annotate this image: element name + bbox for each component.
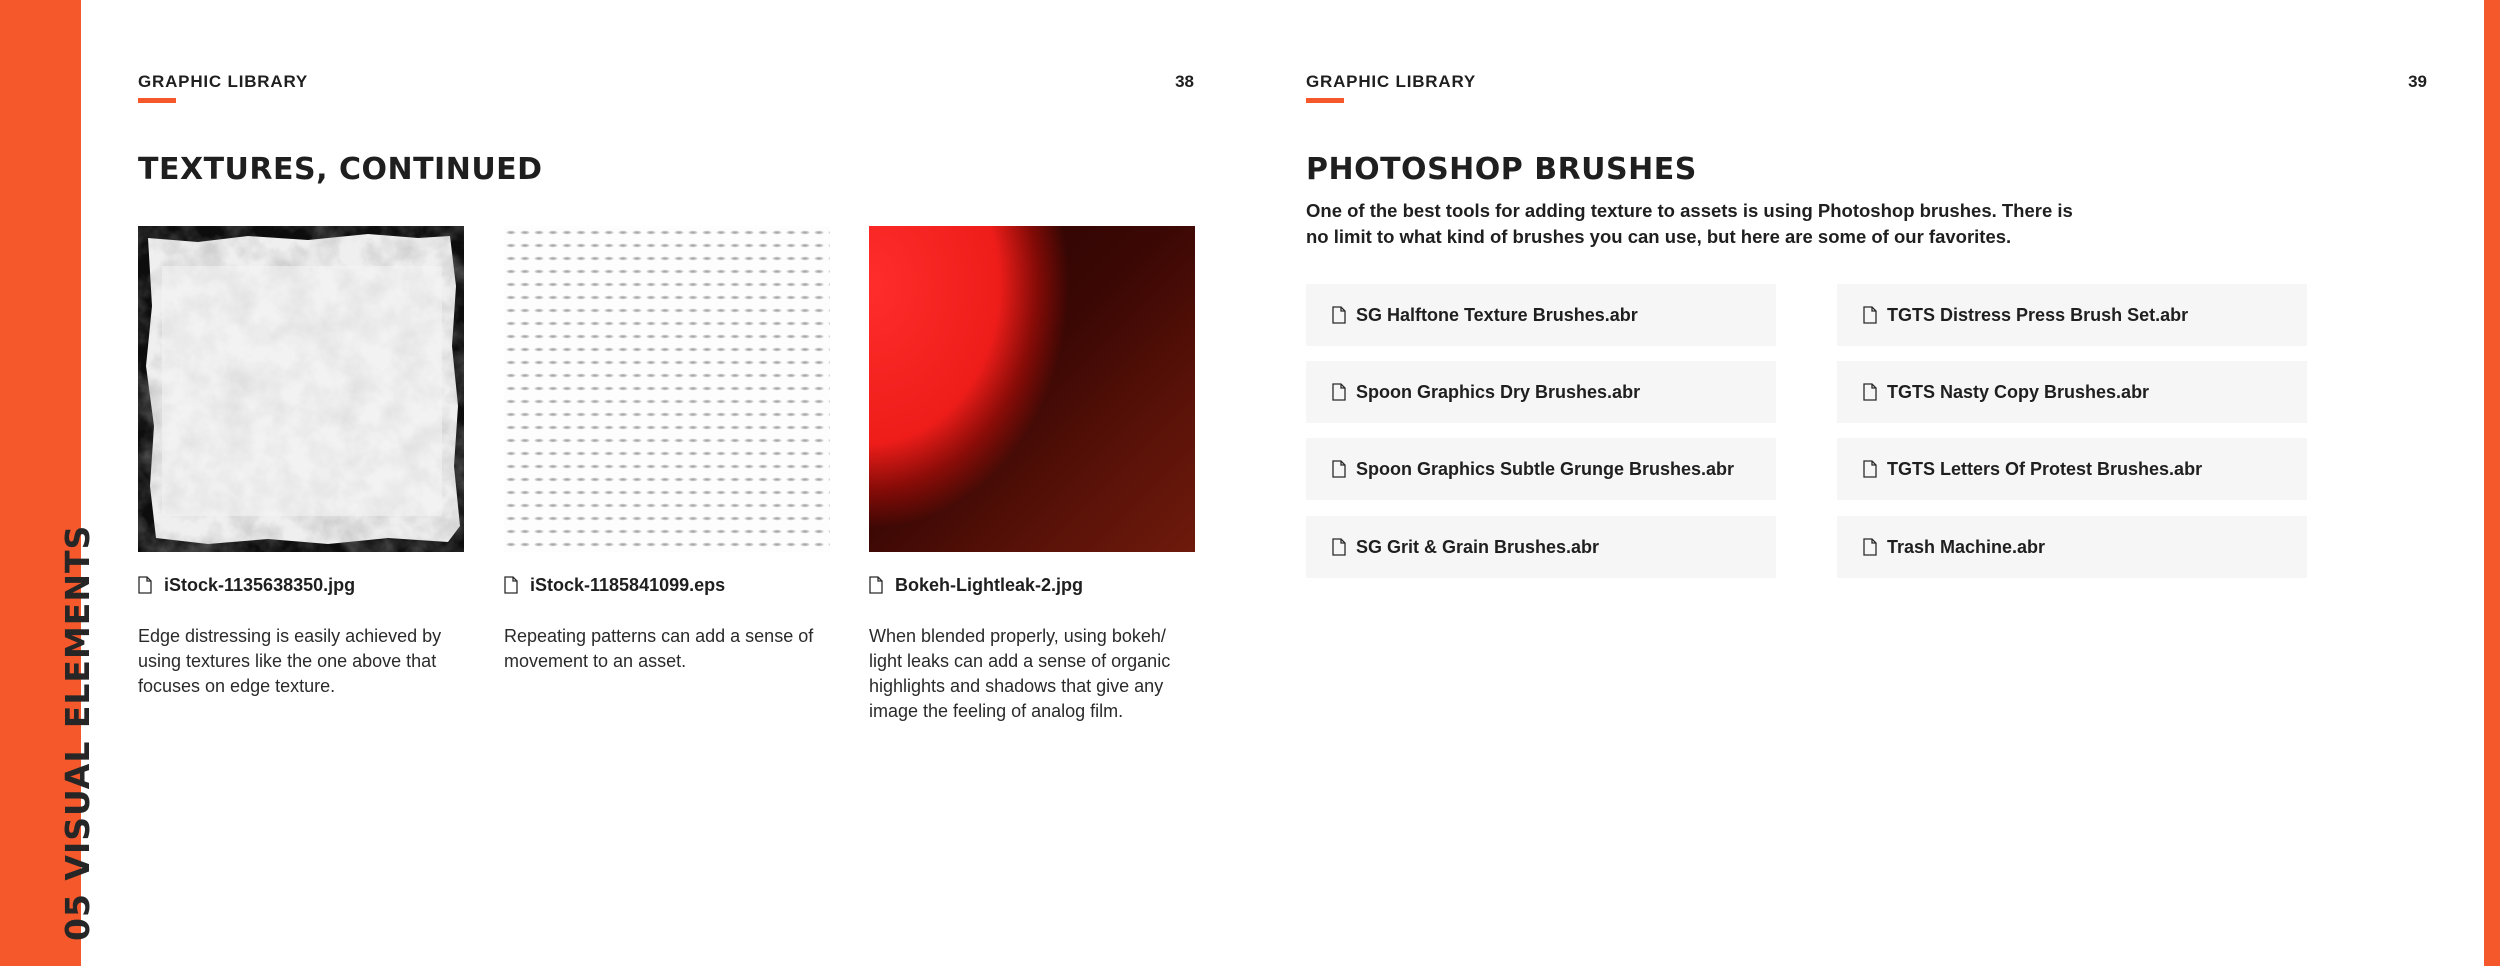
section-title: PHOTOSHOP BRUSHES [1306,152,1697,187]
header-rule [1306,98,1344,103]
file-name: iStock-1135638350.jpg [164,574,356,595]
file-row[interactable] [504,574,830,596]
brush-file-name: SG Grit & Grain Brushes.abr [1356,536,1600,557]
grunge-texture-image [138,226,464,552]
file-icon [138,576,152,594]
brush-file-item[interactable] [1837,516,2307,578]
bokeh-lightleak-image [869,226,1195,552]
brush-file-name: TGTS Distress Press Brush Set.abr [1887,304,2189,325]
brush-file-item[interactable] [1306,284,1776,346]
texture-description: Repeating patterns can add a sense of movement to an asset. [504,626,814,671]
brush-file-name: TGTS Nasty Copy Brushes.abr [1887,381,2150,402]
right-edge-bar [2484,0,2500,966]
file-icon [1332,306,1346,324]
file-row[interactable] [138,574,464,596]
header-rule [138,98,176,103]
file-name: iStock-1185841099.eps [530,574,726,595]
brush-file-name: TGTS Letters Of Protest Brushes.abr [1887,458,2203,479]
brush-file-item[interactable] [1306,361,1776,423]
header-title: GRAPHIC LIBRARY [138,72,309,91]
page-number: 38 [1175,72,1194,91]
file-icon [1863,306,1877,324]
brush-file-name: Trash Machine.abr [1887,536,2046,557]
file-icon [504,576,518,594]
texture-card [138,226,464,699]
brush-file-name: SG Halftone Texture Brushes.abr [1356,304,1638,325]
texture-description: When blended properly, using bokeh/ light leaks can add a sense of organic highlights and shadows that give any image the feeling of analog film. [869,626,1171,721]
file-icon [1863,383,1877,401]
file-icon [1863,460,1877,478]
brush-file-item[interactable] [1837,438,2307,500]
brush-file-item[interactable] [1306,516,1776,578]
file-name: Bokeh-Lightleak-2.jpg [895,574,1084,595]
brush-file-item[interactable] [1306,438,1776,500]
texture-description: Edge distressing is easily achieved by using textures like the one above that focuses on edge texture. [138,626,442,696]
brush-file-name: Spoon Graphics Subtle Grunge Brushes.abr [1356,458,1735,479]
texture-card [504,226,830,674]
page-header [1306,72,2427,112]
intro-text: One of the best tools for adding texture to assets is using Photoshop brushes. There is no limit to what kind of brushes you can use, but here are some of our favorites. [1306,200,2073,247]
texture-card [869,226,1195,724]
page-header [138,72,1194,112]
section-label: 05 VISUAL ELEMENTS [58,524,97,941]
file-icon [1332,383,1346,401]
file-icon [1863,538,1877,556]
brush-file-item[interactable] [1837,284,2307,346]
grunge-texture-svg [138,226,464,552]
section-title: TEXTURES, CONTINUED [138,152,543,187]
file-icon [869,576,883,594]
page-number: 39 [2408,72,2427,91]
dot-pattern-image [504,226,830,552]
brush-file-name: Spoon Graphics Dry Brushes.abr [1356,381,1641,402]
brush-file-item[interactable] [1837,361,2307,423]
header-title: GRAPHIC LIBRARY [1306,72,1477,91]
file-row[interactable] [869,574,1195,596]
file-icon [1332,538,1346,556]
file-icon [1332,460,1346,478]
